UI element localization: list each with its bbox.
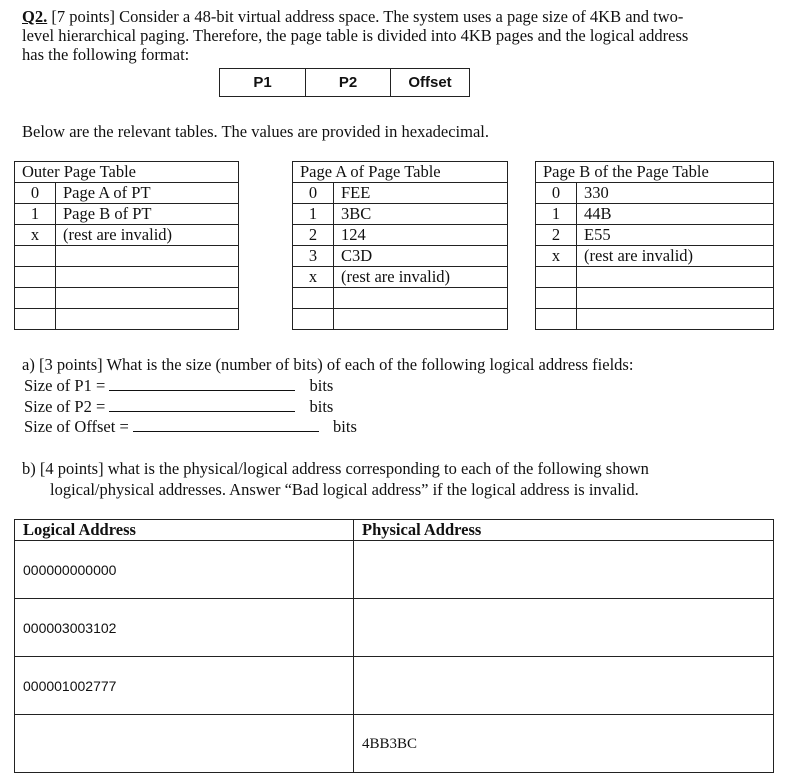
table-row: 3 C3D bbox=[293, 246, 508, 267]
p2-size-row bbox=[24, 396, 333, 417]
question-intro bbox=[22, 6, 683, 27]
table-row bbox=[293, 288, 508, 309]
format-field-offset: Offset bbox=[391, 69, 470, 97]
address-format-table bbox=[219, 68, 470, 97]
page-a-table bbox=[292, 161, 508, 330]
table-row bbox=[15, 267, 239, 288]
table-row bbox=[15, 246, 239, 267]
table-row: 1 3BC bbox=[293, 204, 508, 225]
format-field-p2: P2 bbox=[306, 69, 391, 97]
table-row: 0 FEE bbox=[293, 183, 508, 204]
table-row: 0 330 bbox=[536, 183, 774, 204]
table-row: 1 Page B of PT bbox=[15, 204, 239, 225]
logical-address-header: Logical Address bbox=[15, 520, 354, 541]
tables-intro: Below are the relevant tables. The values are provided in hexadecimal. bbox=[22, 122, 490, 141]
table-row bbox=[15, 657, 774, 715]
p1-size-blank[interactable] bbox=[109, 375, 295, 391]
table-row bbox=[15, 715, 774, 773]
physical-address-cell[interactable] bbox=[354, 541, 774, 599]
table-row bbox=[536, 309, 774, 330]
p1-size-label: Size of P1 = bbox=[24, 376, 106, 395]
logical-address-cell[interactable]: 000003003102 bbox=[15, 599, 354, 657]
offset-size-unit: bits bbox=[333, 417, 357, 436]
page-b-table bbox=[535, 161, 774, 330]
table-row: x (rest are invalid) bbox=[536, 246, 774, 267]
table-row bbox=[15, 541, 774, 599]
logical-address-cell[interactable]: 000001002777 bbox=[15, 657, 354, 715]
p1-size-row bbox=[24, 375, 333, 396]
offset-size-row bbox=[24, 416, 357, 437]
outer-page-table bbox=[14, 161, 239, 330]
intro-line-3: has the following format: bbox=[22, 45, 190, 64]
page-a-title: Page A of Page Table bbox=[293, 162, 508, 183]
offset-size-label: Size of Offset = bbox=[24, 417, 129, 436]
table-row bbox=[15, 309, 239, 330]
table-row bbox=[536, 288, 774, 309]
p1-size-unit: bits bbox=[309, 376, 334, 395]
table-row: 0 Page A of PT bbox=[15, 183, 239, 204]
question-number: Q2. bbox=[22, 7, 48, 26]
p2-size-label: Size of P2 = bbox=[24, 397, 106, 416]
intro-line-1: [7 points] Consider a 48-bit virtual address space. The system uses a page size of 4KB and two- bbox=[47, 7, 684, 26]
table-row bbox=[293, 309, 508, 330]
intro-line-2: level hierarchical paging. Therefore, the page table is divided into 4KB pages and the logical address bbox=[22, 26, 689, 45]
logical-address-cell[interactable]: 000000000000 bbox=[15, 541, 354, 599]
table-row: 2 E55 bbox=[536, 225, 774, 246]
part-b-line-2: logical/physical addresses. Answer “Bad logical address” if the logical address is invalid. bbox=[50, 480, 639, 499]
table-row bbox=[15, 288, 239, 309]
part-b-line-1: b) [4 points] what is the physical/logical address corresponding to each of the following shown bbox=[22, 459, 649, 478]
physical-address-cell[interactable] bbox=[354, 657, 774, 715]
table-row: x (rest are invalid) bbox=[15, 225, 239, 246]
table-row: 2 124 bbox=[293, 225, 508, 246]
part-a-prompt: a) [3 points] What is the size (number of bits) of each of the following logical address fields: bbox=[22, 355, 634, 374]
offset-size-blank[interactable] bbox=[133, 416, 319, 432]
answer-table bbox=[14, 519, 774, 773]
page-b-title: Page B of the Page Table bbox=[536, 162, 774, 183]
table-row: 1 44B bbox=[536, 204, 774, 225]
p2-size-unit: bits bbox=[309, 397, 334, 416]
table-row bbox=[536, 267, 774, 288]
table-row bbox=[15, 599, 774, 657]
outer-table-title: Outer Page Table bbox=[15, 162, 239, 183]
physical-address-cell[interactable]: 4BB3BC bbox=[354, 715, 774, 773]
physical-address-header: Physical Address bbox=[354, 520, 774, 541]
logical-address-cell[interactable] bbox=[15, 715, 354, 773]
p2-size-blank[interactable] bbox=[109, 396, 295, 412]
format-field-p1: P1 bbox=[220, 69, 306, 97]
physical-address-cell[interactable] bbox=[354, 599, 774, 657]
table-row: x (rest are invalid) bbox=[293, 267, 508, 288]
